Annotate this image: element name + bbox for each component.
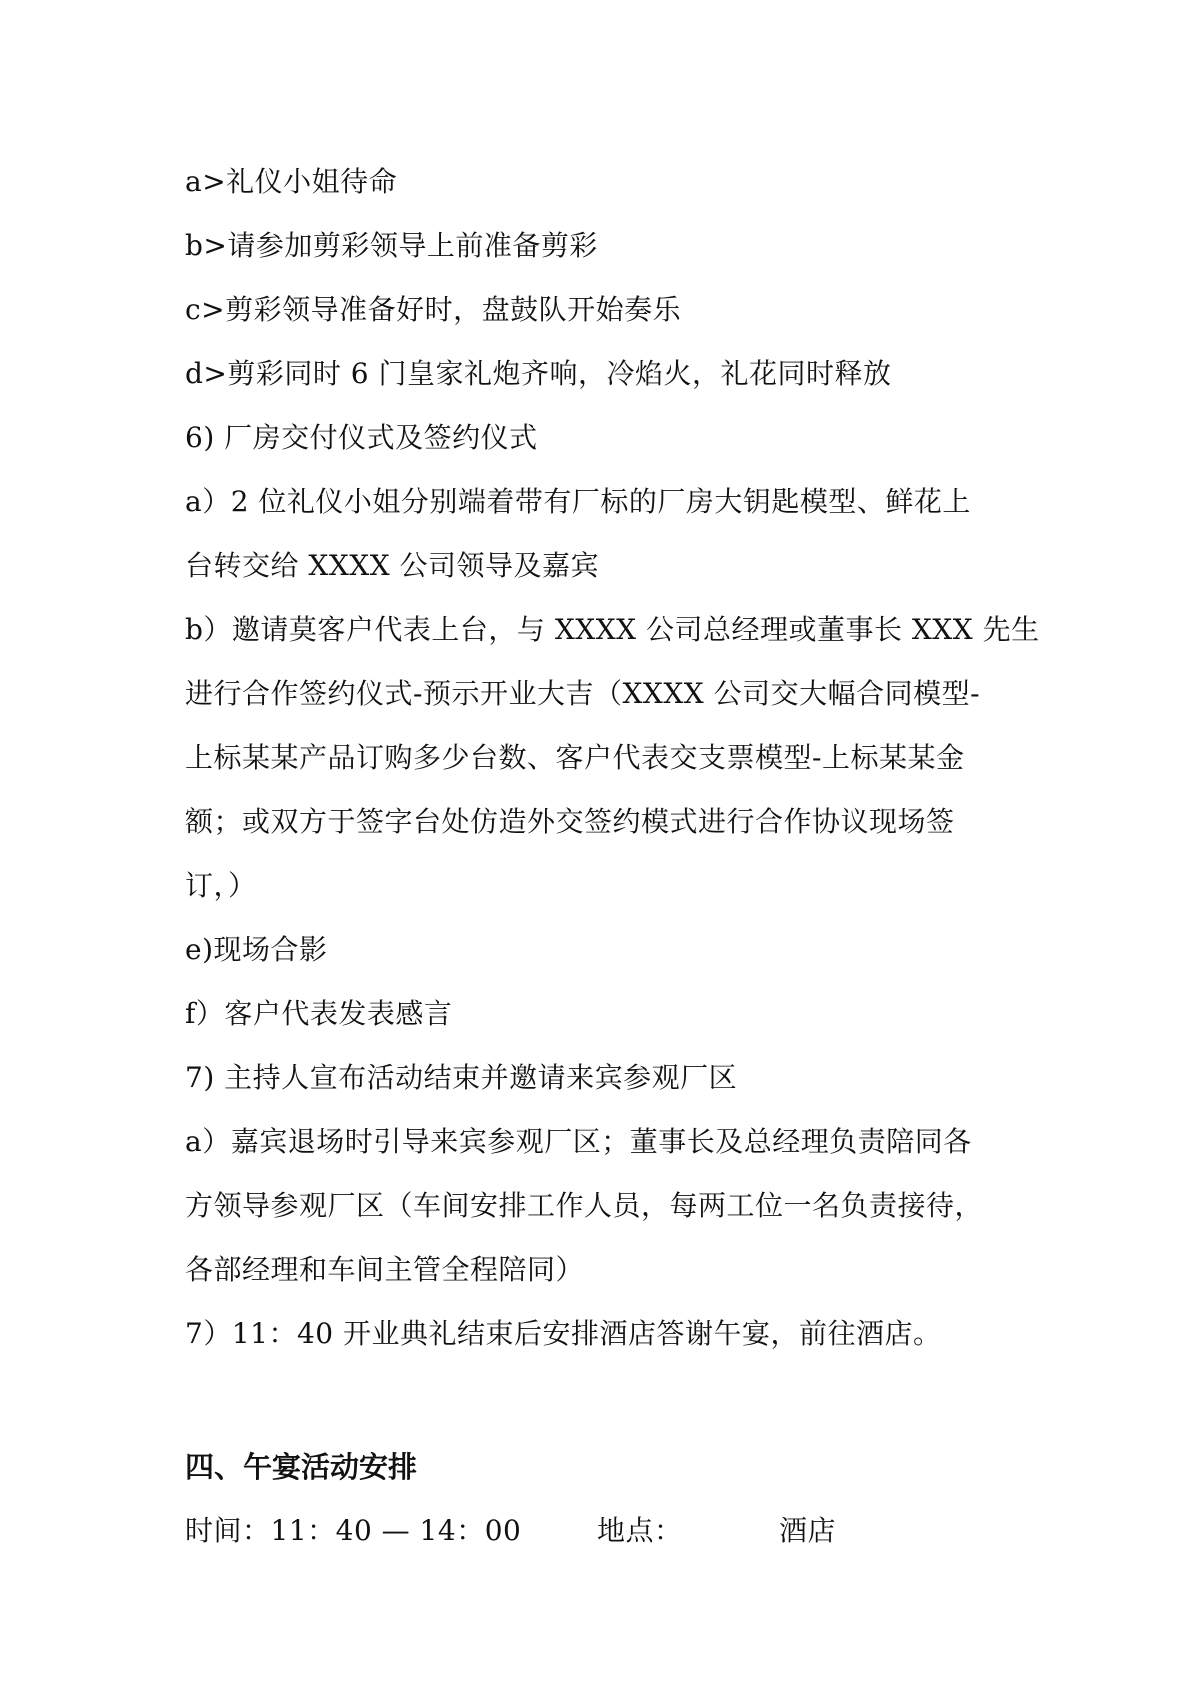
text-line: b>请参加剪彩领导上前准备剪彩 <box>185 229 598 262</box>
text-line: e)现场合影 <box>185 933 328 966</box>
text-line: 方领导参观厂区（车间安排工作人员，每两工位一名负责接待， <box>185 1189 984 1222</box>
document-body <box>185 150 1045 1366</box>
location-label: 地点： <box>597 1514 683 1547</box>
schedule-row <box>185 1499 837 1563</box>
text-line: 7）11：40 开业典礼结束后安排酒店答谢午宴，前往酒店。 <box>185 1317 942 1350</box>
text-line: 上标某某产品订购多少台数、客户代表交支票模型-上标某某金 <box>185 741 965 774</box>
text-line: a）2 位礼仪小姐分别端着带有厂标的厂房大钥匙模型、鲜花上 <box>185 485 971 518</box>
text-line: f）客户代表发表感言 <box>185 997 453 1030</box>
text-line: 7) 主持人宣布活动结束并邀请来宾参观厂区 <box>185 1061 738 1094</box>
text-line: d>剪彩同时 6 门皇家礼炮齐响，冷焰火，礼花同时释放 <box>185 357 892 390</box>
text-line: b）邀请莫客户代表上台，与 XXXX 公司总经理或董事长 XXX 先生 <box>185 613 1040 646</box>
text-line: c>剪彩领导准备好时，盘鼓队开始奏乐 <box>185 293 682 326</box>
location-value: 酒店 <box>779 1514 837 1547</box>
text-line: 进行合作签约仪式-预示开业大吉（XXXX 公司交大幅合同模型- <box>185 677 981 710</box>
text-line: 订，） <box>185 869 257 902</box>
text-line: 各部经理和车间主管全程陪同） <box>185 1253 585 1286</box>
section-heading: 四、午宴活动安排 <box>185 1450 418 1484</box>
text-line: a）嘉宾退场时引导来宾参观厂区；董事长及总经理负责陪同各 <box>185 1125 972 1158</box>
text-line: 台转交给 XXXX 公司领导及嘉宾 <box>185 549 600 582</box>
schedule-time: 时间：11：40 — 14：00 <box>185 1514 522 1547</box>
text-line: a>礼仪小姐待命 <box>185 165 398 198</box>
text-line: 6) 厂房交付仪式及签约仪式 <box>185 421 538 454</box>
text-line: 额；或双方于签字台处仿造外交签约模式进行合作协议现场签 <box>185 805 955 838</box>
